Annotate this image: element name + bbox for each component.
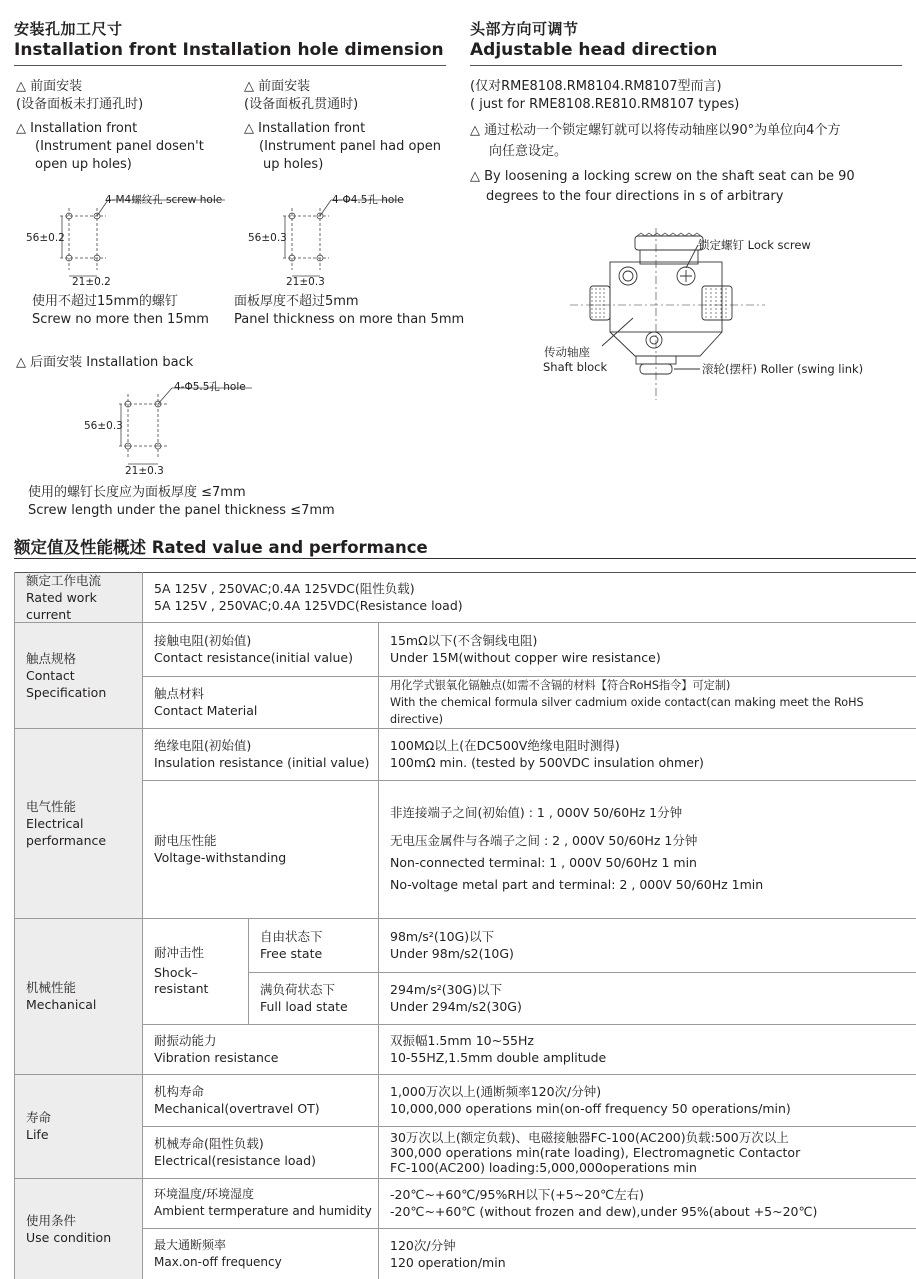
work-current-value xyxy=(142,572,916,622)
contact-material-label xyxy=(142,676,378,728)
full-load-label xyxy=(248,972,378,1024)
shock-en1: Shock– xyxy=(154,965,198,980)
elec-life-v3: FC-100(AC200) loading:5,000,000operations min xyxy=(390,1159,697,1175)
install-title-en: Installation front Installation hole dimension xyxy=(14,40,444,60)
ambient-v2: -20℃~+60℃ (without frozen and dew),under 95%(about +5~20℃) xyxy=(390,1204,818,1219)
contact-en1: Contact xyxy=(26,667,75,683)
mech-life-en: Mechanical(overtravel OT) xyxy=(154,1101,320,1116)
front1-hole-label: 4-M4螺纹孔 screw hole xyxy=(105,194,223,206)
frequency-label xyxy=(142,1228,378,1279)
electrical-label xyxy=(14,728,142,918)
vibration-value xyxy=(378,1024,916,1074)
head-line6: degrees to the four directions in s of arbitrary xyxy=(486,189,784,204)
head-line3: △ 通过松动一个锁定螺钉就可以将传动轴座以90°为单位向4个方 xyxy=(470,123,841,138)
electrical-en1: Electrical xyxy=(26,815,84,831)
contact-cn: 触点规格 xyxy=(26,650,77,666)
back-note-cn: 使用的螺钉长度应为面板厚度 ≤7mm xyxy=(28,485,246,500)
insulation-v1: 100MΩ以上(在DC500V绝缘电阻时测得) xyxy=(390,738,620,753)
front1-line1: △ 前面安装 xyxy=(16,79,83,94)
front2-dim-v: 56±0.3 xyxy=(248,232,287,244)
use-en: Use condition xyxy=(26,1229,112,1245)
electrical-en2: performance xyxy=(26,832,107,848)
shock-en2: resistant xyxy=(154,981,209,996)
vibration-en: Vibration resistance xyxy=(154,1050,279,1065)
front1-hole-diagram xyxy=(20,188,240,288)
front2-line3: △ Installation front xyxy=(244,121,366,136)
front1-dim-v: 56±0.2 xyxy=(26,232,65,244)
rated-title-rule xyxy=(14,558,916,559)
vibration-cn: 耐振动能力 xyxy=(154,1033,217,1048)
frequency-cn: 最大通断频率 xyxy=(154,1237,227,1252)
contact-en2: Specification xyxy=(26,684,107,700)
front1-line2: (设备面板未打通孔时) xyxy=(16,97,144,112)
work-current-v2: 5A 125V , 250VAC;0.4A 125VDC(Resistance load) xyxy=(154,598,463,613)
voltage-value xyxy=(378,780,916,918)
roller-label: 滚轮(摆杆) Roller (swing link) xyxy=(702,362,864,376)
head-line4: 向任意设定。 xyxy=(489,144,568,159)
ambient-en: Ambient termperature and humidity xyxy=(154,1204,372,1218)
elec-life-v2: 300,000 operations min(rate loading), Electromagnetic Contactor xyxy=(390,1144,801,1160)
life-cn: 寿命 xyxy=(26,1110,52,1125)
voltage-en: Voltage-withstanding xyxy=(154,850,287,865)
front2-hole-diagram xyxy=(244,188,444,288)
contact-resistance-value xyxy=(378,622,916,676)
contact-label xyxy=(14,622,142,728)
free-state-label xyxy=(248,918,378,972)
rated-performance-table xyxy=(14,572,916,1279)
free-state-v1: 98m/s²(10G)以下 xyxy=(390,929,495,944)
elec-life-v1: 30万次以上(额定负载)、电磁接触器FC-100(AC200)负载:500万次以上 xyxy=(390,1129,789,1145)
frequency-value xyxy=(378,1228,916,1279)
ambient-v1: -20℃~+60℃/95%RH以下(+5~20℃左右) xyxy=(390,1187,645,1202)
insulation-en: Insulation resistance (initial value) xyxy=(154,755,370,770)
mech-life-v1: 1,000万次以上(通断频率120次/分钟) xyxy=(390,1084,602,1099)
front1-line5: open up holes) xyxy=(35,157,132,172)
voltage-cn: 耐电压性能 xyxy=(154,833,217,848)
mechanical-label xyxy=(14,918,142,1074)
head-title-cn: 头部方向可调节 xyxy=(470,20,579,38)
vibration-label xyxy=(142,1024,378,1074)
mechanical-cn: 机械性能 xyxy=(26,980,77,995)
head-title-rule xyxy=(470,65,902,66)
elec-life-cn: 机械寿命(阻性负载) xyxy=(154,1136,264,1151)
electrical-life-value xyxy=(378,1126,916,1178)
electrical-cn: 电气性能 xyxy=(26,798,77,814)
ambient-label xyxy=(142,1178,378,1228)
contact-resistance-label xyxy=(142,622,378,676)
head-title-en: Adjustable head direction xyxy=(470,40,718,60)
free-state-value xyxy=(378,918,916,972)
front2-line5: up holes) xyxy=(263,157,324,172)
rated-title: 额定值及性能概述 Rated value and performance xyxy=(14,538,428,557)
insulation-v2: 100mΩ min. (tested by 500VDC insulation ohmer) xyxy=(390,755,704,770)
contact-material-value xyxy=(378,676,916,728)
front1-dim-h: 21±0.2 xyxy=(72,276,111,288)
contact-mat-en: Contact Material xyxy=(154,703,258,718)
back-hole-label: 4-Φ5.5孔 hole xyxy=(174,381,246,393)
work-current-v1: 5A 125V , 250VAC;0.4A 125VDC(阻性负载) xyxy=(154,581,415,596)
front2-line4: (Instrument panel had open xyxy=(259,139,441,154)
head-line1: (仅对RME8108.RM8104.RM8107型而言) xyxy=(470,79,722,94)
front2-hole-label: 4-Φ4.5孔 hole xyxy=(332,194,404,206)
contact-mat-v2: With the chemical formula silver cadmium oxide contact(can making meet the RoHS directive) xyxy=(390,695,864,726)
front1-line3: △ Installation front xyxy=(16,121,138,136)
electrical-life-label xyxy=(142,1126,378,1178)
front2-text xyxy=(244,78,441,174)
mechanical-en: Mechanical xyxy=(26,997,97,1012)
insulation-label xyxy=(142,728,378,780)
install-title-cn: 安装孔加工尺寸 xyxy=(14,20,123,38)
free-state-en: Free state xyxy=(260,946,323,961)
back-dim-h: 21±0.3 xyxy=(125,465,164,477)
life-label xyxy=(14,1074,142,1178)
vibration-v2: 10-55HZ,1.5mm double amplitude xyxy=(390,1050,607,1065)
front2-line1: △ 前面安装 xyxy=(244,79,311,94)
contact-mat-cn: 触点材料 xyxy=(154,686,205,701)
use-cn: 使用条件 xyxy=(26,1212,77,1228)
back-title: △ 后面安装 Installation back xyxy=(16,355,194,370)
back-note-en: Screw length under the panel thickness ≤7mm xyxy=(28,503,335,518)
work-current-cn: 额定工作电流 xyxy=(26,572,102,588)
back-hole-diagram xyxy=(80,372,280,480)
free-state-v2: Under 98m/s2(10G) xyxy=(390,946,514,961)
mechanical-life-value xyxy=(378,1074,916,1126)
frequency-v2: 120 operation/min xyxy=(390,1254,506,1270)
shaft-block-label-en: Shaft block xyxy=(543,360,608,374)
elec-life-en: Electrical(resistance load) xyxy=(154,1153,316,1168)
contact-res-v2: Under 15M(without copper wire resistance) xyxy=(390,650,661,665)
ambient-value xyxy=(378,1178,916,1228)
contact-res-cn: 接触电阻(初始值) xyxy=(154,633,252,648)
insulation-value xyxy=(378,728,916,780)
head-text xyxy=(470,78,855,207)
contact-mat-v1: 用化学式银氧化镉触点(如需不含镉的材料【符合RoHS指令】可定制) xyxy=(390,678,731,692)
shaft-block-label-cn: 传动轴座 xyxy=(544,345,590,359)
full-load-cn: 满负荷状态下 xyxy=(260,982,336,997)
full-load-en: Full load state xyxy=(260,999,348,1014)
mech-life-v2: 10,000,000 operations min(on-off frequency 50 operations/min) xyxy=(390,1101,791,1116)
back-dim-v: 56±0.3 xyxy=(84,420,123,432)
contact-res-en: Contact resistance(initial value) xyxy=(154,650,353,665)
ambient-cn: 环境温度/环境湿度 xyxy=(154,1187,255,1201)
mechanical-life-label xyxy=(142,1074,378,1126)
voltage-v1: 非连接端子之间(初始值) : 1 , 000V 50/60Hz 1分钟 xyxy=(390,805,683,820)
life-en: Life xyxy=(26,1127,49,1142)
frequency-en: Max.on-off frequency xyxy=(154,1254,282,1269)
insulation-cn: 绝缘电阻(初始值) xyxy=(154,738,252,753)
front1-note xyxy=(32,293,209,329)
voltage-v4: No-voltage metal part and terminal: 2 , 000V 50/60Hz 1min xyxy=(390,877,764,892)
front1-note-en: Screw no more then 15mm xyxy=(32,312,209,327)
front2-note-en: Panel thickness on more than 5mm xyxy=(234,312,465,327)
head-line5: △ By loosening a locking screw on the shaft seat can be 90 xyxy=(470,169,855,184)
work-current-label xyxy=(14,572,142,622)
full-load-v1: 294m/s²(30G)以下 xyxy=(390,982,503,997)
full-load-v2: Under 294m/s2(30G) xyxy=(390,999,522,1014)
voltage-v2: 无电压金属件与各端子之间 : 2 , 000V 50/60Hz 1分钟 xyxy=(390,833,698,848)
voltage-label xyxy=(142,780,378,918)
mech-life-cn: 机构寿命 xyxy=(154,1084,205,1099)
head-line2: ( just for RME8108.RE810.RM8107 types) xyxy=(470,97,740,112)
front1-text xyxy=(16,78,204,174)
contact-res-v1: 15mΩ以下(不含铜线电阻) xyxy=(390,633,538,648)
head-direction-diagram xyxy=(540,228,880,408)
shock-label xyxy=(142,918,248,1024)
front1-note-cn: 使用不超过15mm的螺钉 xyxy=(32,294,178,309)
work-current-en: Rated work current xyxy=(26,589,97,622)
front2-line2: (设备面板孔贯通时) xyxy=(244,97,359,112)
voltage-v3: Non-connected terminal: 1 , 000V 50/60Hz 1 min xyxy=(390,855,697,870)
install-title-rule xyxy=(14,65,446,66)
lock-screw-label: 锁定螺钉 Lock screw xyxy=(698,238,811,252)
full-load-value xyxy=(378,972,916,1024)
free-state-cn: 自由状态下 xyxy=(260,929,323,944)
shock-cn: 耐冲击性 xyxy=(154,945,205,960)
frequency-v1: 120次/分钟 xyxy=(390,1237,456,1253)
use-condition-label xyxy=(14,1178,142,1279)
front2-dim-h: 21±0.3 xyxy=(286,276,325,288)
front1-line4: (Instrument panel dosen't xyxy=(35,139,204,154)
front2-note xyxy=(234,293,464,329)
front2-note-cn: 面板厚度不超过5mm xyxy=(234,294,359,309)
vibration-v1: 双振幅1.5mm 10~55Hz xyxy=(390,1033,534,1048)
back-note xyxy=(28,484,335,520)
